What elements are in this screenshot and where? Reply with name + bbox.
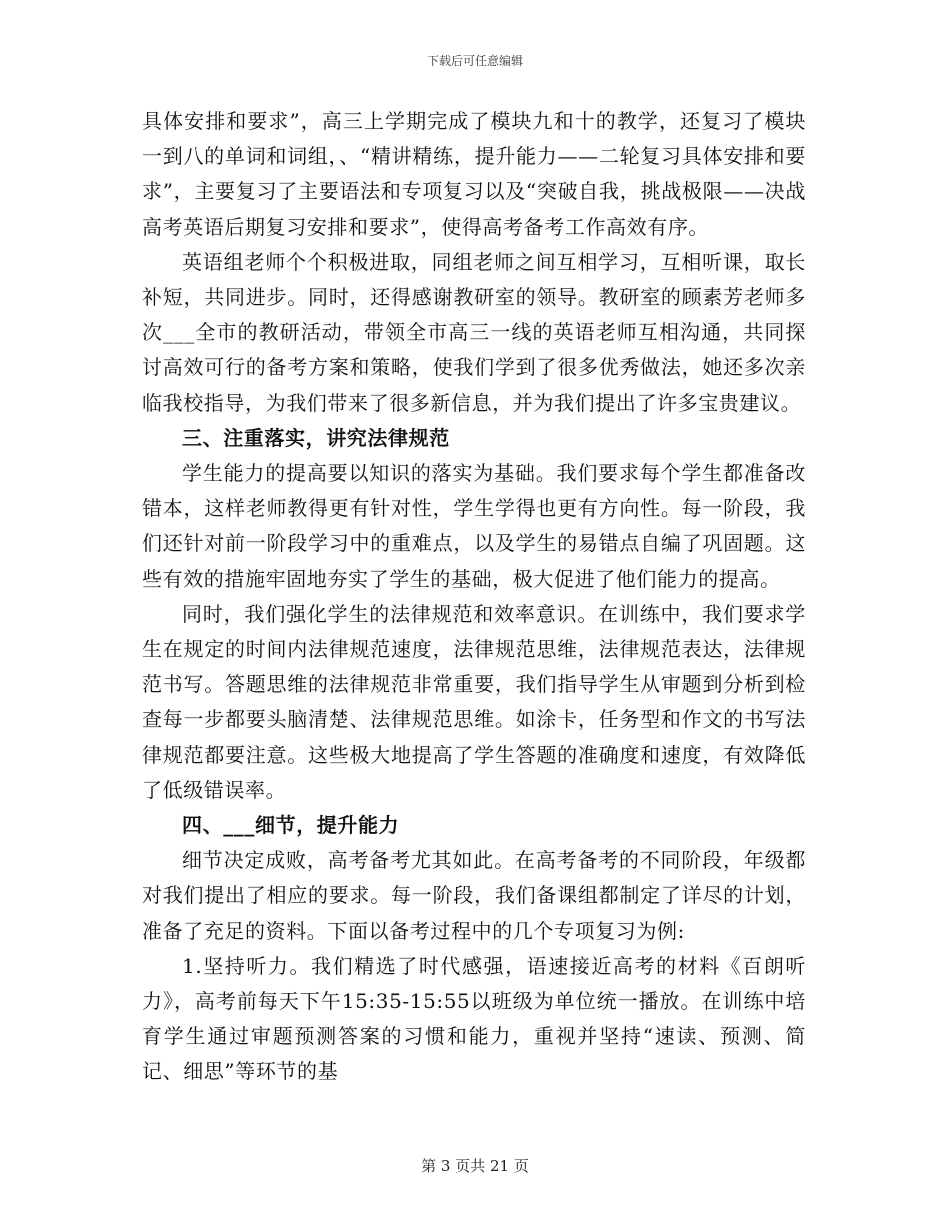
- paragraph-4: 同时，我们强化学生的法律规范和效率意识。在训练中，我们要求学生在规定的时间内法律规范速度，法律规范思维，法律规范表达，法律规范书写。答题思维的法律规范非常重要，我们指导学生从审题到分析到检查每一步都要头脑清楚、法律规范思维。如涂卡，任务型和作文的书写法律规范都要注意。这些极大地提高了学生答题的准确度和速度，有效降低了低级错误率。: [142, 601, 806, 802]
- document-body: [142, 104, 806, 1090]
- paragraph-1: 具体安排和要求”，高三上学期完成了模块九和十的教学，还复习了模块一到八的单词和词组，、“精讲精练，提升能力——二轮复习具体安排和要求”，主要复习了主要语法和专项复习以及“突破自我，挑战极限——决战高考英语后期复习安排和要求”，使得高考备考工作高效有序。: [142, 109, 806, 239]
- page-footer: 第 3 页共 21 页: [421, 1157, 529, 1175]
- section-heading-4: 四、___细节，提升能力: [182, 813, 400, 838]
- paragraph-2: 英语组老师个个积极进取，同组老师之间互相学习，互相听课，取长补短，共同进步。同时，还得感谢教研室的领导。教研室的顾素芳老师多次___全市的教研活动，带领全市高三一线的英语老师互相沟通，共同探讨高效可行的备考方案和策略，使我们学到了很多优秀做法，她还多次亲临我校指导，为我们带来了很多新信息，并为我们提出了许多宝贵建议。: [142, 249, 806, 415]
- page-header: 下载后可任意编辑: [426, 54, 523, 68]
- paragraph-6: 1.坚持听力。我们精选了时代感强，语速接近高考的材料《百朗听力》，高考前每天下午15:35-15:55以班级为单位统一播放。在训练中培育学生通过审题预测答案的习惯和能力，重视并坚持“速读、预测、简记、细思”等环节的基: [142, 953, 806, 1084]
- paragraph-3: 学生能力的提高要以知识的落实为基础。我们要求每个学生都准备改错本，这样老师教得更有针对性，学生学得也更有方向性。每一阶段，我们还针对前一阶段学习中的重难点，以及学生的易错点自编了巩固题。这些有效的措施牢固地夯实了学生的基础，极大促进了他们能力的提高。: [142, 461, 806, 591]
- paragraph-5: 细节决定成败，高考备考尤其如此。在高考备考的不同阶段，年级都对我们提出了相应的要求。每一阶段，我们备课组都制定了详尽的计划，准备了充足的资料。下面以备考过程中的几个专项复习为例:: [142, 848, 806, 943]
- section-heading-3: 三、注重落实，讲究法律规范: [182, 425, 450, 450]
